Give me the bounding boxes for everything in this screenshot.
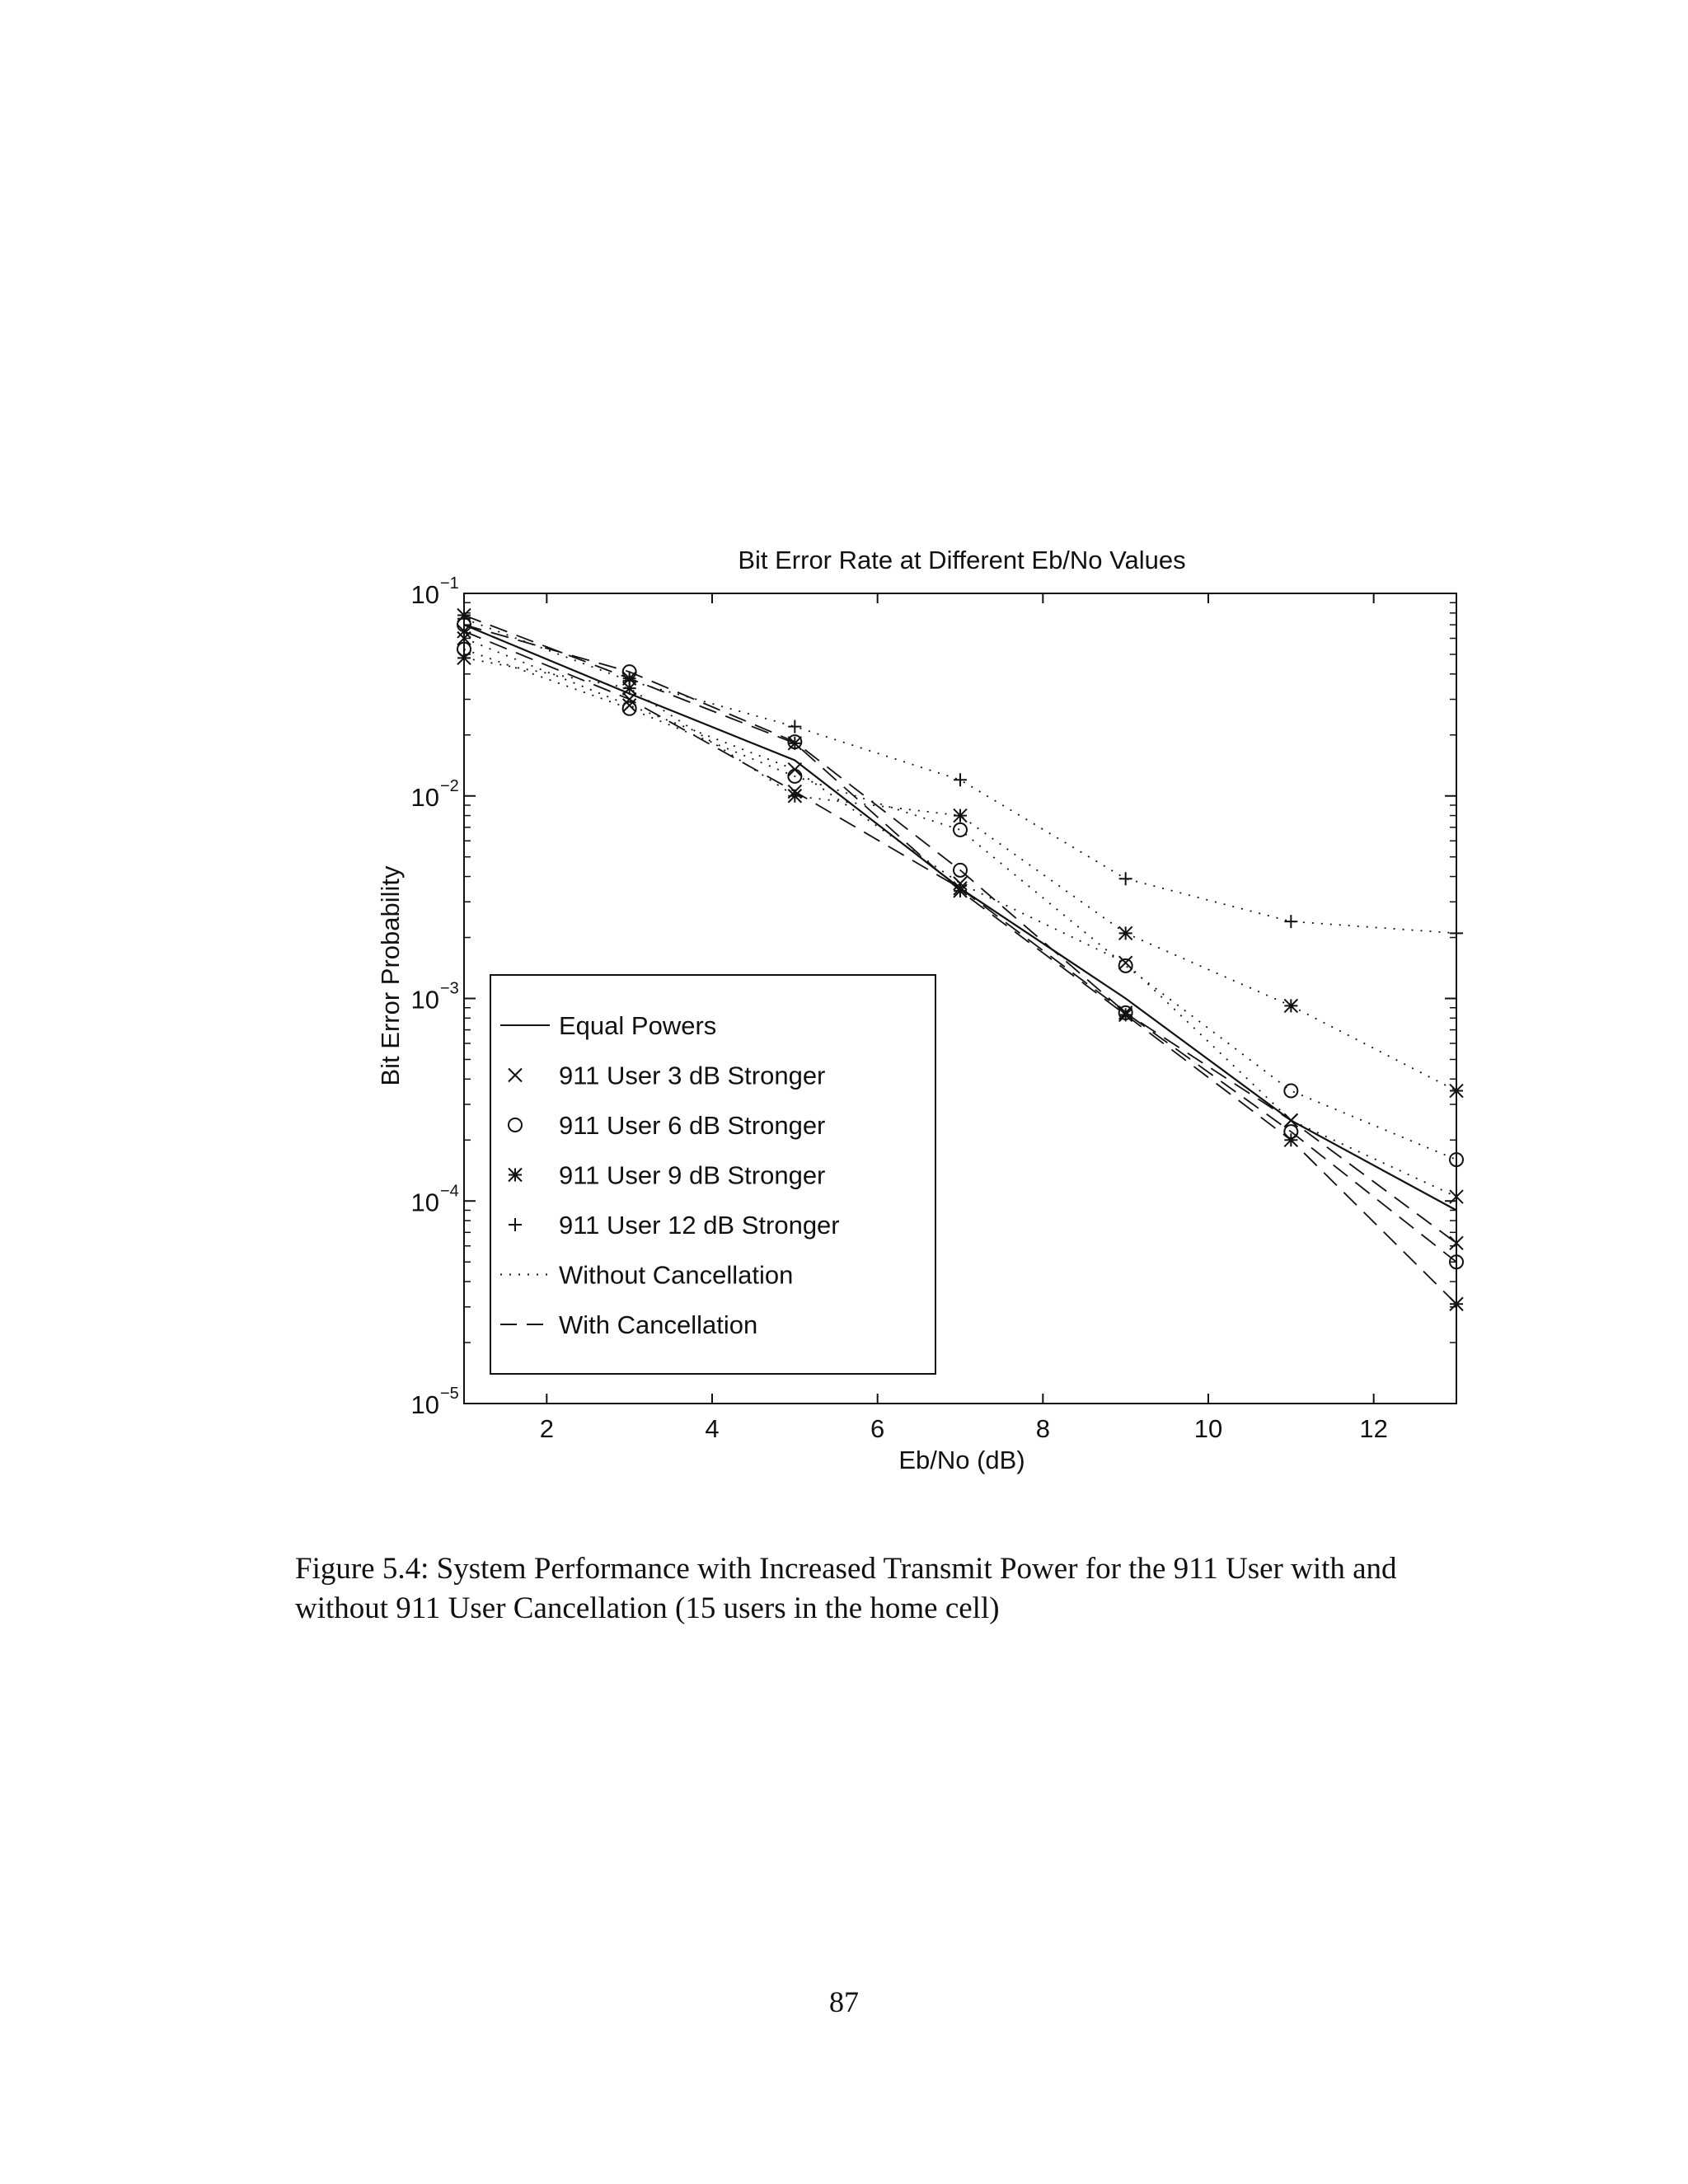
x-axis-label: Eb/No (dB)	[898, 1446, 1025, 1474]
data-point	[954, 809, 967, 823]
y-tick-exponent: −1	[440, 574, 459, 593]
data-point	[1284, 915, 1297, 928]
data-point	[1119, 926, 1132, 940]
legend-swatch-marker	[509, 1169, 522, 1182]
data-point	[1284, 1133, 1297, 1146]
y-tick-label: 10	[410, 782, 439, 812]
legend-label: 911 User 6 dB Stronger	[559, 1111, 826, 1140]
y-tick-exponent: −2	[440, 776, 459, 795]
data-point	[788, 737, 801, 750]
x-tick-label: 10	[1193, 1414, 1223, 1443]
data-point	[788, 790, 801, 803]
data-point	[1119, 872, 1132, 885]
x-tick-label: 8	[1035, 1414, 1050, 1443]
y-tick-exponent: −3	[440, 979, 459, 998]
legend-label: With Cancellation	[559, 1310, 758, 1339]
y-tick-label: 10	[410, 1188, 439, 1217]
y-axis-label: Bit Error Probability	[376, 865, 405, 1086]
legend-label: 911 User 3 dB Stronger	[559, 1061, 826, 1090]
x-tick-label: 12	[1359, 1414, 1388, 1443]
x-tick-label: 6	[870, 1414, 885, 1443]
data-point	[623, 702, 636, 715]
data-point	[1119, 959, 1132, 972]
data-point	[1119, 956, 1132, 969]
y-tick-exponent: −4	[440, 1182, 459, 1201]
y-tick-label: 10	[410, 985, 439, 1015]
data-point	[954, 773, 967, 786]
data-point	[623, 699, 636, 712]
page-number: 87	[829, 1985, 859, 2018]
y-tick-label: 10	[410, 580, 439, 609]
data-point	[1284, 999, 1297, 1012]
data-point	[788, 720, 801, 733]
legend-item	[509, 1211, 840, 1240]
data-point	[954, 884, 967, 898]
y-tick-exponent: −5	[440, 1385, 459, 1403]
y-tick-label: 10	[410, 1390, 439, 1419]
figure-caption: Figure 5.4: System Performance with Increased Transmit Power for the 911 User with and without 911 User Cancellation (15 users in the home cell)	[295, 1552, 1397, 1625]
legend-label: 911 User 12 dB Stronger	[559, 1211, 840, 1240]
x-tick-label: 4	[705, 1414, 720, 1443]
chart-title: Bit Error Rate at Different Eb/No Values	[738, 546, 1186, 574]
legend-label: Without Cancellation	[559, 1260, 794, 1290]
legend	[490, 975, 935, 1374]
legend-label: Equal Powers	[559, 1011, 717, 1040]
data-point	[1284, 1085, 1297, 1098]
x-tick-label: 2	[539, 1414, 554, 1443]
legend-label: 911 User 9 dB Stronger	[559, 1160, 826, 1190]
data-point	[954, 823, 967, 837]
data-point	[1119, 1008, 1132, 1021]
